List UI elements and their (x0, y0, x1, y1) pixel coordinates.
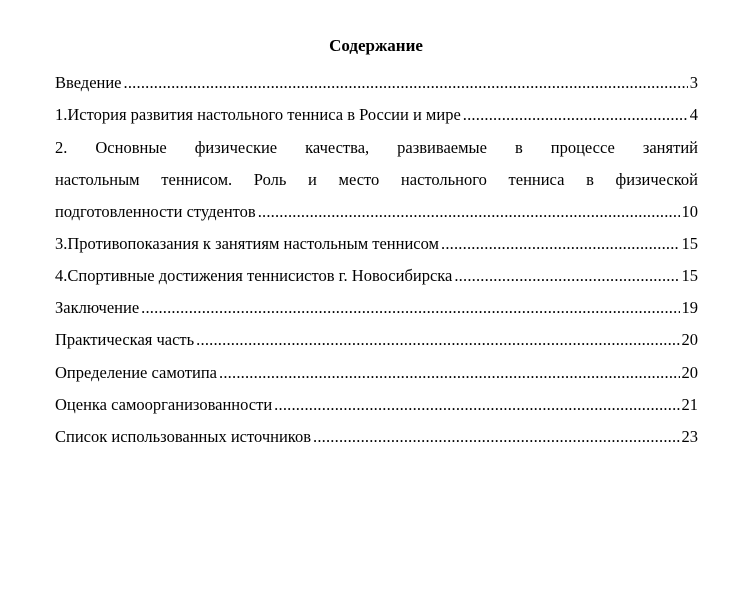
toc-page-number: 20 (681, 363, 698, 382)
toc-leader-dots (454, 265, 679, 287)
toc-word: в (514, 138, 523, 157)
toc-page-number: 23 (681, 427, 698, 446)
toc-word: занятий (642, 138, 698, 157)
toc-word: качества, (305, 138, 370, 157)
page-title: Содержание (329, 36, 423, 55)
toc-entry-label: История развития настольного тенниса в России и мире (67, 105, 461, 124)
toc-entry-number: 3. (55, 234, 68, 253)
toc-word: Роль (253, 170, 287, 189)
toc-page-number: 15 (681, 234, 698, 253)
toc-word: и (308, 170, 317, 189)
toc-word: место (338, 170, 380, 189)
toc-leader-dots (196, 329, 679, 351)
toc-word: физической (615, 170, 698, 189)
toc-page-number: 10 (681, 202, 698, 221)
toc-entry-label: Оценка самоорганизованности (55, 395, 273, 414)
toc-word: тенниса (508, 170, 565, 189)
toc-page-number: 19 (681, 298, 698, 317)
toc-word: процессе (550, 138, 615, 157)
toc-entry-2-line-2 (55, 169, 698, 191)
toc-entry-3 (55, 233, 698, 255)
toc-entry-2-line-3 (55, 201, 698, 223)
toc-entry-2-line-1 (55, 137, 698, 159)
toc-entry-label: Заключение (55, 298, 140, 317)
toc-leader-dots (463, 104, 688, 126)
toc-entry-number: 4. (55, 266, 68, 285)
toc-leader-dots (258, 201, 680, 223)
toc-word: в (586, 170, 594, 189)
toc-page-number: 4 (689, 105, 698, 124)
toc-entry-label: Практическая часть (55, 330, 195, 349)
toc-entry-4 (55, 265, 698, 287)
toc-entry-conclusion (55, 297, 698, 319)
toc-page-number: 15 (681, 266, 698, 285)
toc-entry-label: Противопоказания к занятиям настольным теннисом (67, 234, 439, 253)
toc-entry-self-organization (55, 394, 698, 416)
toc-entry-practical-part (55, 329, 698, 351)
toc-page-number: 3 (689, 73, 698, 92)
toc-entry-label: Список использованных источников (55, 427, 311, 446)
toc-entry-self-type (55, 362, 698, 384)
toc-page-number: 21 (681, 395, 698, 414)
toc-word: развиваемые (397, 138, 487, 157)
toc-leader-dots (313, 426, 680, 448)
toc-entry-1 (55, 104, 698, 126)
toc-word: физические (194, 138, 278, 157)
toc-entry-label: Введение (55, 73, 122, 92)
toc-word: Основные (95, 138, 167, 157)
toc-page-number: 20 (681, 330, 698, 349)
toc-word: теннисом. (161, 170, 233, 189)
toc-entry-references (55, 426, 698, 448)
toc-leader-dots (441, 233, 680, 255)
toc-entry-label: Спортивные достижения теннисистов г. Новосибирска (67, 266, 453, 285)
toc-word: настольным (55, 170, 140, 189)
toc-entry-number: 1. (55, 105, 68, 124)
toc-leader-dots (141, 297, 679, 319)
toc-entry-label: Определение самотипа (55, 363, 218, 382)
toc-leader-dots (219, 362, 679, 384)
toc-leader-dots (274, 394, 679, 416)
toc-entry-number: 2. (55, 138, 68, 157)
toc-word: настольного (400, 170, 487, 189)
toc-leader-dots (124, 72, 688, 94)
toc-entry-introduction (55, 72, 698, 94)
toc-entry-label: подготовленности студентов (55, 202, 256, 221)
